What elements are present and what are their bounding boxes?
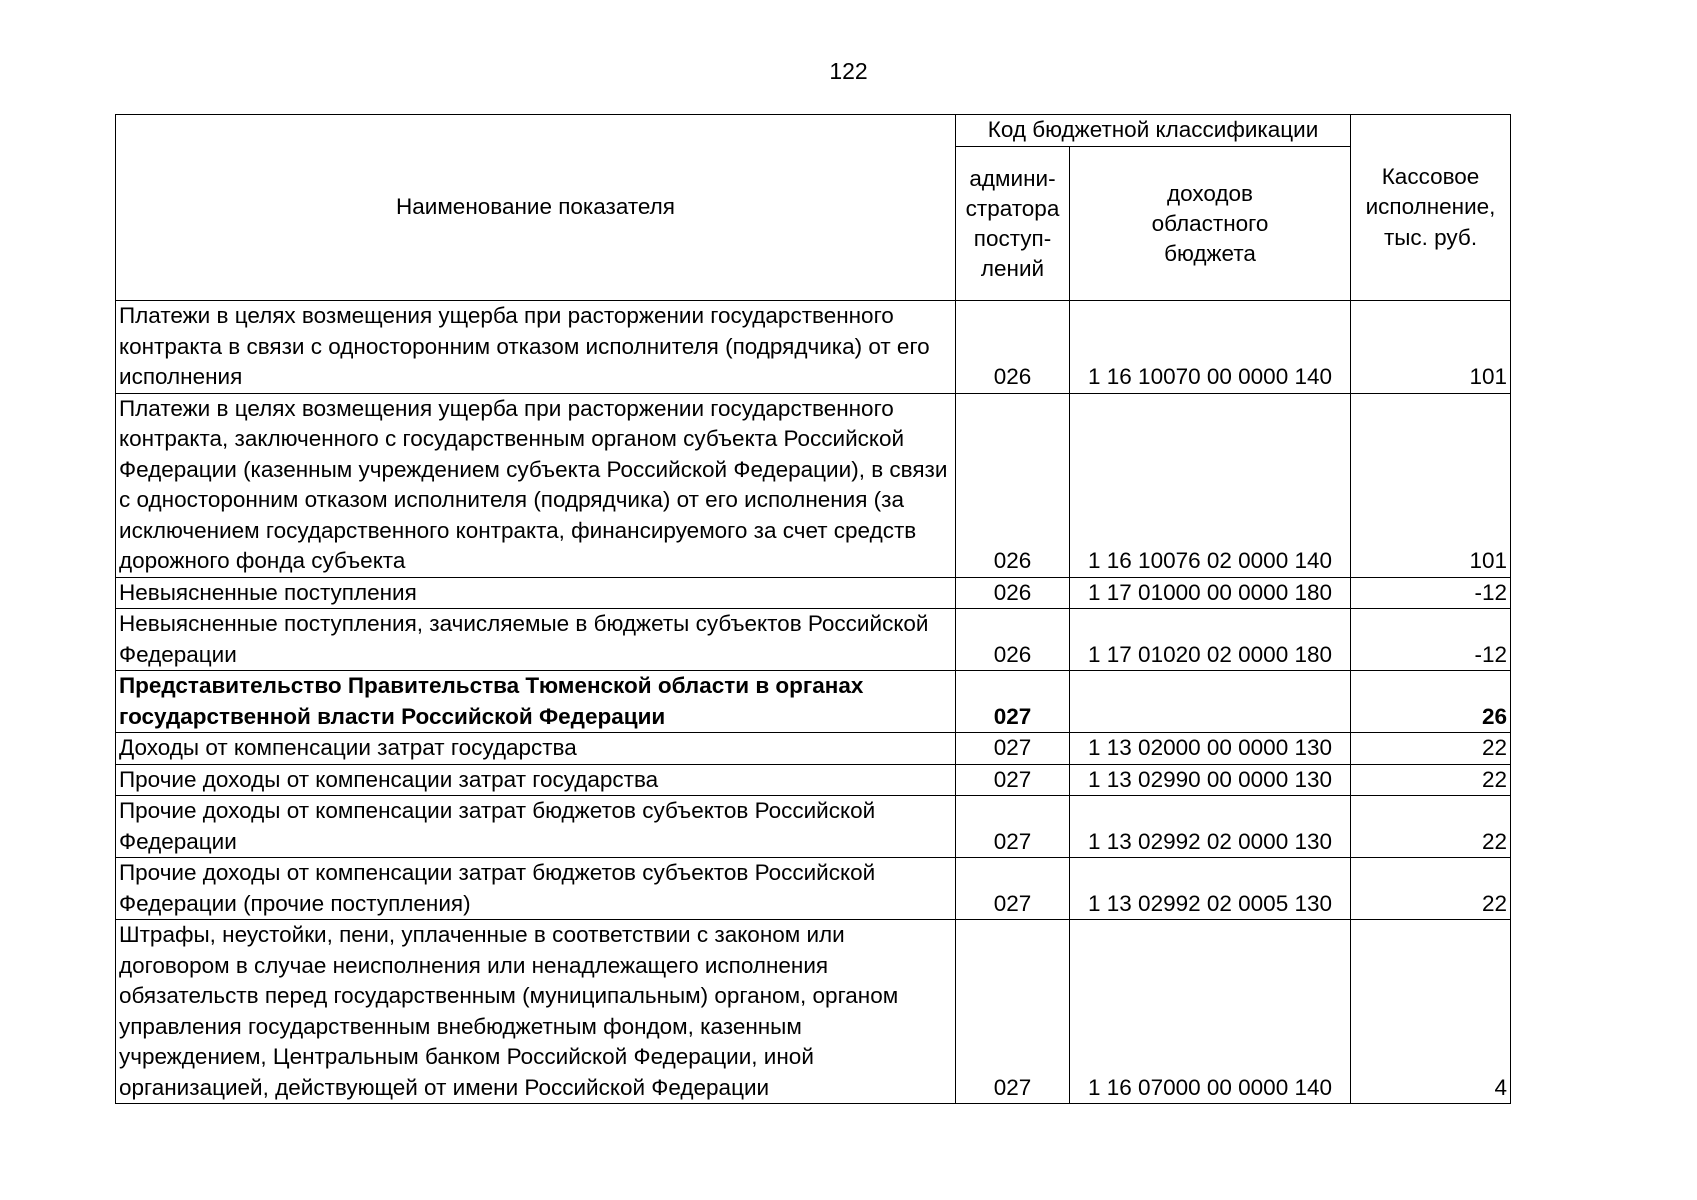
row-admin-code: 027	[956, 796, 1070, 858]
row-amount: 101	[1351, 301, 1511, 394]
header-cash-execution-text: Кассовое исполнение, тыс. руб.	[1365, 163, 1496, 250]
row-amount: -12	[1351, 609, 1511, 671]
table-row	[116, 301, 1511, 394]
row-income-code: 1 17 01020 02 0000 180	[1070, 609, 1351, 671]
row-name: Прочие доходы от компенсации затрат бюджетов субъектов Российской Федерации	[116, 796, 956, 858]
row-name: Доходы от компенсации затрат государства	[116, 733, 956, 765]
row-amount: 22	[1351, 796, 1511, 858]
table-row	[116, 609, 1511, 671]
table-row	[116, 393, 1511, 577]
header-indicator-name: Наименование показателя	[116, 115, 956, 301]
row-income-code: 1 13 02992 02 0000 130	[1070, 796, 1351, 858]
row-name: Невыясненные поступления, зачисляемые в бюджеты субъектов Российской Федерации	[116, 609, 956, 671]
row-name: Представительство Правительства Тюменской области в органах государственной власти Российской Федерации	[116, 671, 956, 733]
table-row	[116, 796, 1511, 858]
row-amount: 22	[1351, 764, 1511, 796]
row-admin-code: 026	[956, 393, 1070, 577]
header-income-code	[1070, 147, 1351, 301]
header-income-code-text: доходов областного бюджета	[1151, 180, 1269, 266]
header-cash-execution	[1351, 115, 1511, 301]
row-income-code: 1 16 10070 00 0000 140	[1070, 301, 1351, 394]
row-amount: 26	[1351, 671, 1511, 733]
row-income-code: 1 13 02990 00 0000 130	[1070, 764, 1351, 796]
row-amount: 22	[1351, 733, 1511, 765]
header-code-group: Код бюджетной классификации	[956, 115, 1351, 147]
row-admin-code: 027	[956, 858, 1070, 920]
table-row	[116, 764, 1511, 796]
header-admin-code-text: админи- стратора поступ- лений	[965, 165, 1060, 281]
row-amount: -12	[1351, 577, 1511, 609]
row-name: Платежи в целях возмещения ущерба при расторжении государственного контракта, заключенного с государственным органом субъекта Российской Федерации (казенным учреждением субъекта Российской Федерации), в связи с односторонним отказом исполнителя (подрядчика) от его исполнения (за исключением государственного контракта, финансируемого за счет средств дорожного фонда субъекта	[116, 393, 956, 577]
row-admin-code: 027	[956, 671, 1070, 733]
row-income-code: 1 13 02000 00 0000 130	[1070, 733, 1351, 765]
table-row	[116, 920, 1511, 1104]
row-income-code: 1 16 10076 02 0000 140	[1070, 393, 1351, 577]
row-name: Прочие доходы от компенсации затрат бюджетов субъектов Российской Федерации (прочие поступления)	[116, 858, 956, 920]
row-name: Штрафы, неустойки, пени, уплаченные в соответствии с законом или договором в случае неисполнения или ненадлежащего исполнения обязательств перед государственным (муниципальным) органом, органом управления государственным внебюджетным фондом, казенным учреждением, Центральным банком Российской Федерации, иной организацией, действующей от имени Российской Федерации	[116, 920, 956, 1104]
table-row	[116, 858, 1511, 920]
row-income-code: 1 17 01000 00 0000 180	[1070, 577, 1351, 609]
row-name: Платежи в целях возмещения ущерба при расторжении государственного контракта в связи с односторонним отказом исполнителя (подрядчика) от его исполнения	[116, 301, 956, 394]
row-income-code	[1070, 671, 1351, 733]
row-name: Невыясненные поступления	[116, 577, 956, 609]
row-admin-code: 026	[956, 577, 1070, 609]
table-row	[116, 733, 1511, 765]
row-name: Прочие доходы от компенсации затрат государства	[116, 764, 956, 796]
table-row	[116, 577, 1511, 609]
budget-revenue-table	[115, 114, 1511, 1104]
row-admin-code: 026	[956, 609, 1070, 671]
row-admin-code: 027	[956, 733, 1070, 765]
header-admin-code	[956, 147, 1070, 301]
table-row-section-heading	[116, 671, 1511, 733]
row-admin-code: 027	[956, 764, 1070, 796]
row-amount: 101	[1351, 393, 1511, 577]
row-admin-code: 027	[956, 920, 1070, 1104]
row-income-code: 1 13 02992 02 0005 130	[1070, 858, 1351, 920]
row-amount: 22	[1351, 858, 1511, 920]
row-admin-code: 026	[956, 301, 1070, 394]
row-income-code: 1 16 07000 00 0000 140	[1070, 920, 1351, 1104]
row-amount: 4	[1351, 920, 1511, 1104]
page-number: 122	[829, 58, 868, 84]
